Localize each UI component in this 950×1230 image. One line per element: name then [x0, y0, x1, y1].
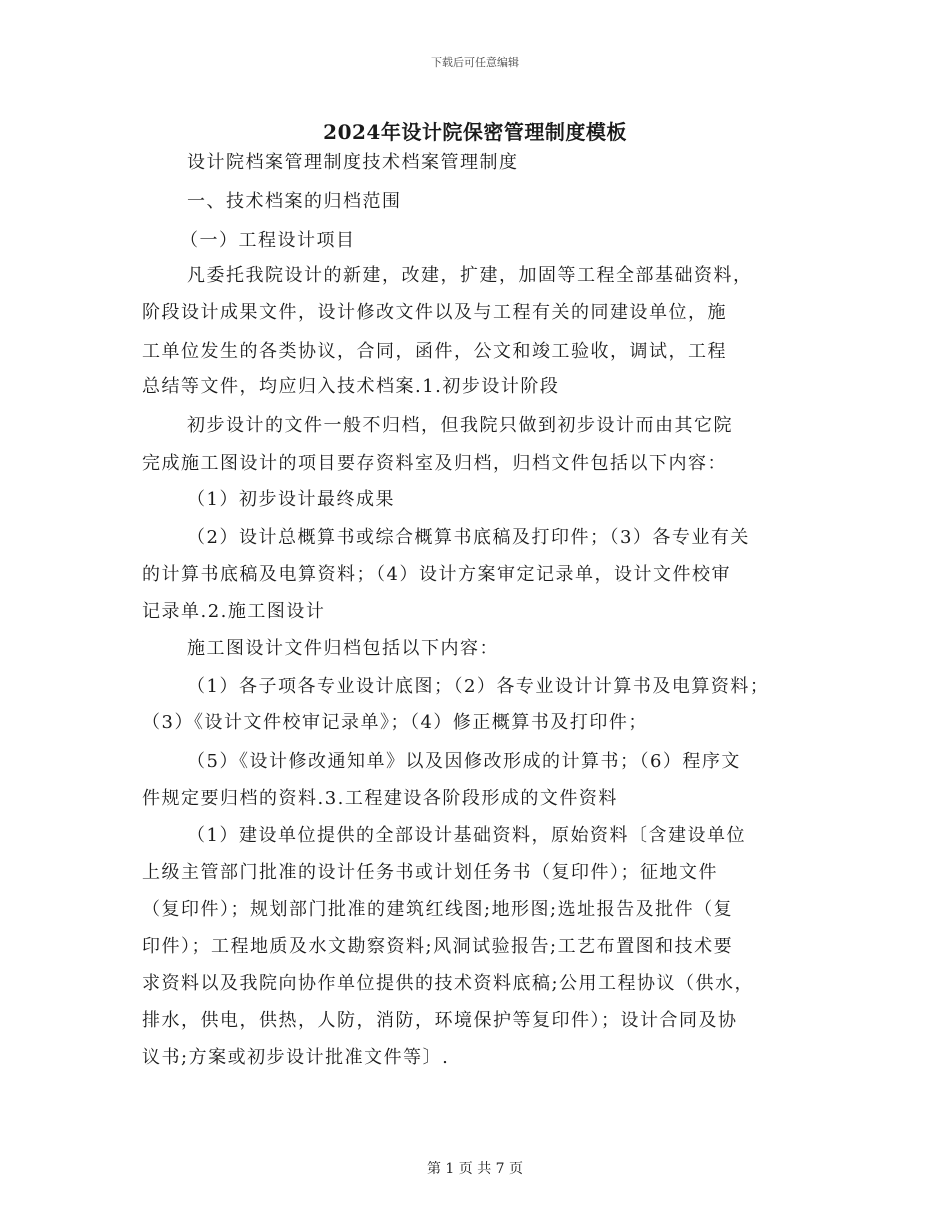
body-line: 件规定要归档的资料.3.工程建设各阶段形成的文件资料	[142, 788, 618, 809]
body-line: （2）设计总概算书或综合概算书底稿及打印件；（3）各专业有关	[187, 527, 750, 548]
body-line: 设计院档案管理制度技术档案管理制度	[187, 152, 519, 173]
body-line: 凡委托我院设计的新建，改建，扩建，加固等工程全部基础资料，	[187, 265, 753, 286]
body-line: 的计算书底稿及电算资料；（4）设计方案审定记录单，设计文件校审	[142, 564, 731, 585]
body-line: 施工图设计文件归档包括以下内容：	[187, 638, 499, 659]
body-line: （1）建设单位提供的全部设计基础资料，原始资料〔含建设单位	[187, 825, 746, 846]
body-line: （1）各子项各专业设计底图；（2）各专业设计计算书及电算资料；	[187, 676, 770, 697]
body-line: （复印件）；规划部门批准的建筑红线图;地形图;选址报告及批件（复	[142, 899, 734, 920]
body-line: 议书;方案或初步设计批准文件等〕.	[142, 1047, 450, 1068]
body-line: 完成施工图设计的项目要存资料室及归档，归档文件包括以下内容：	[142, 453, 727, 474]
header-note: 下载后可任意编辑	[431, 56, 519, 69]
body-line: 求资料以及我院向协作单位提供的技术资料底稿;公用工程协议（供水，	[142, 973, 755, 994]
body-line: 排水，供电，供热，人防，消防，环境保护等复印件）；设计合同及协	[142, 1010, 738, 1031]
body-line: 印件）；工程地质及水文勘察资料;风洞试验报告;工艺布置图和技术要	[142, 936, 734, 957]
body-line: （5）《设计修改通知单》以及因修改形成的计算书；（6）程序文	[187, 751, 741, 772]
body-line: 工单位发生的各类协议，合同，函件，公文和竣工验收，调试，工程	[142, 341, 727, 362]
body-line: （1）初步设计最终成果	[187, 489, 395, 510]
body-line: （一）工程设计项目	[180, 230, 356, 251]
body-line: 记录单.2.施工图设计	[142, 601, 326, 622]
body-line: 初步设计的文件一般不归档，但我院只做到初步设计而由其它院	[187, 415, 733, 436]
body-line: 上级主管部门批准的设计任务书或计划任务书（复印件）；征地文件	[142, 862, 718, 883]
page-number: 第 1 页 共 7 页	[426, 1161, 524, 1177]
body-line: 阶段设计成果文件，设计修改文件以及与工程有关的同建设单位，施	[142, 302, 727, 323]
body-line: 总结等文件，均应归入技术档案.1.初步设计阶段	[142, 376, 560, 397]
document-title: 2024年设计院保密管理制度模板	[323, 120, 627, 144]
body-line: （3）《设计文件校审记录单》；（4）修正概算书及打印件；	[142, 712, 648, 733]
body-line: 一、技术档案的归档范围	[187, 191, 402, 212]
